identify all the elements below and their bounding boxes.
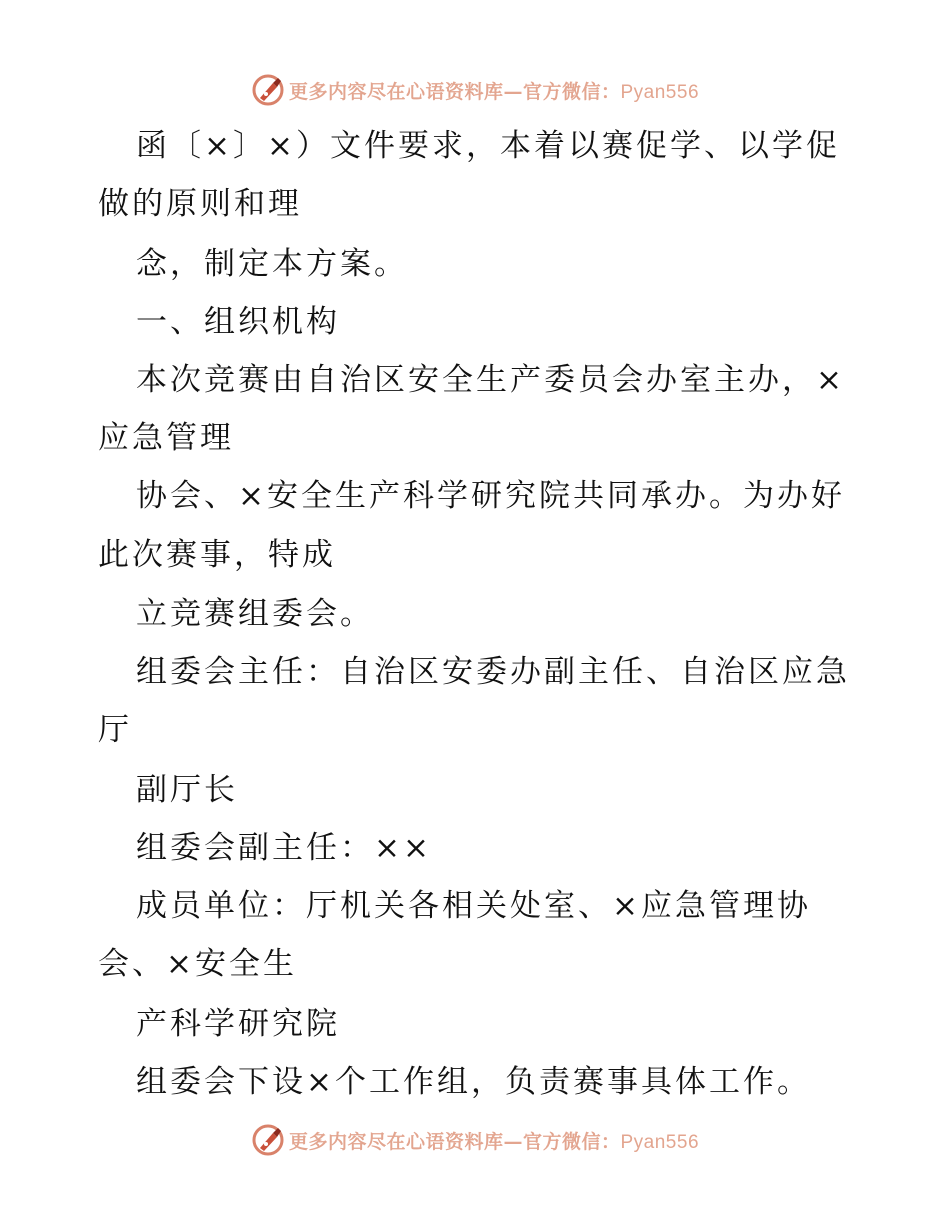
pen-nib-logo-icon: [251, 73, 285, 107]
text-line: 副厅长: [136, 772, 238, 808]
text-line: 组委会副主任：××: [136, 830, 432, 866]
watermark-wechat-id: Pyan556: [620, 1131, 700, 1153]
text-line: 本次竞赛由自治区安全生产委员会办室主办，×: [136, 362, 845, 398]
section-heading: 一、组织机构: [136, 304, 340, 340]
pen-nib-logo-icon: [251, 1123, 285, 1157]
text-line: 厅: [98, 712, 132, 748]
text-line: 函〔×〕×）文件要求，本着以赛促学、以学促: [136, 128, 840, 164]
text-line: 立竞赛组委会。: [136, 596, 374, 632]
watermark-text: 更多内容尽在心语资料库—官方微信：Pyan556: [288, 80, 700, 103]
watermark-text: 更多内容尽在心语资料库—官方微信：Pyan556: [288, 1130, 700, 1153]
text-line: 协会、×安全生产科学研究院共同承办。为办好: [136, 478, 845, 514]
text-line: 会、×安全生: [98, 946, 297, 982]
text-line: 组委会下设×个工作组，负责赛事具体工作。: [136, 1064, 811, 1100]
watermark-wechat-id: Pyan556: [620, 81, 700, 103]
text-line: 成员单位：厅机关各相关处室、×应急管理协: [136, 888, 811, 924]
footer-watermark: [0, 1122, 950, 1158]
text-line: 念，制定本方案。: [136, 246, 408, 282]
text-line: 此次赛事，特成: [98, 537, 336, 573]
text-line: 做的原则和理: [98, 186, 302, 222]
text-line: 应急管理: [98, 420, 234, 456]
text-line: 组委会主任：自治区安委办副主任、自治区应急: [136, 654, 850, 690]
header-watermark: [0, 72, 950, 108]
text-line: 产科学研究院: [136, 1006, 340, 1042]
